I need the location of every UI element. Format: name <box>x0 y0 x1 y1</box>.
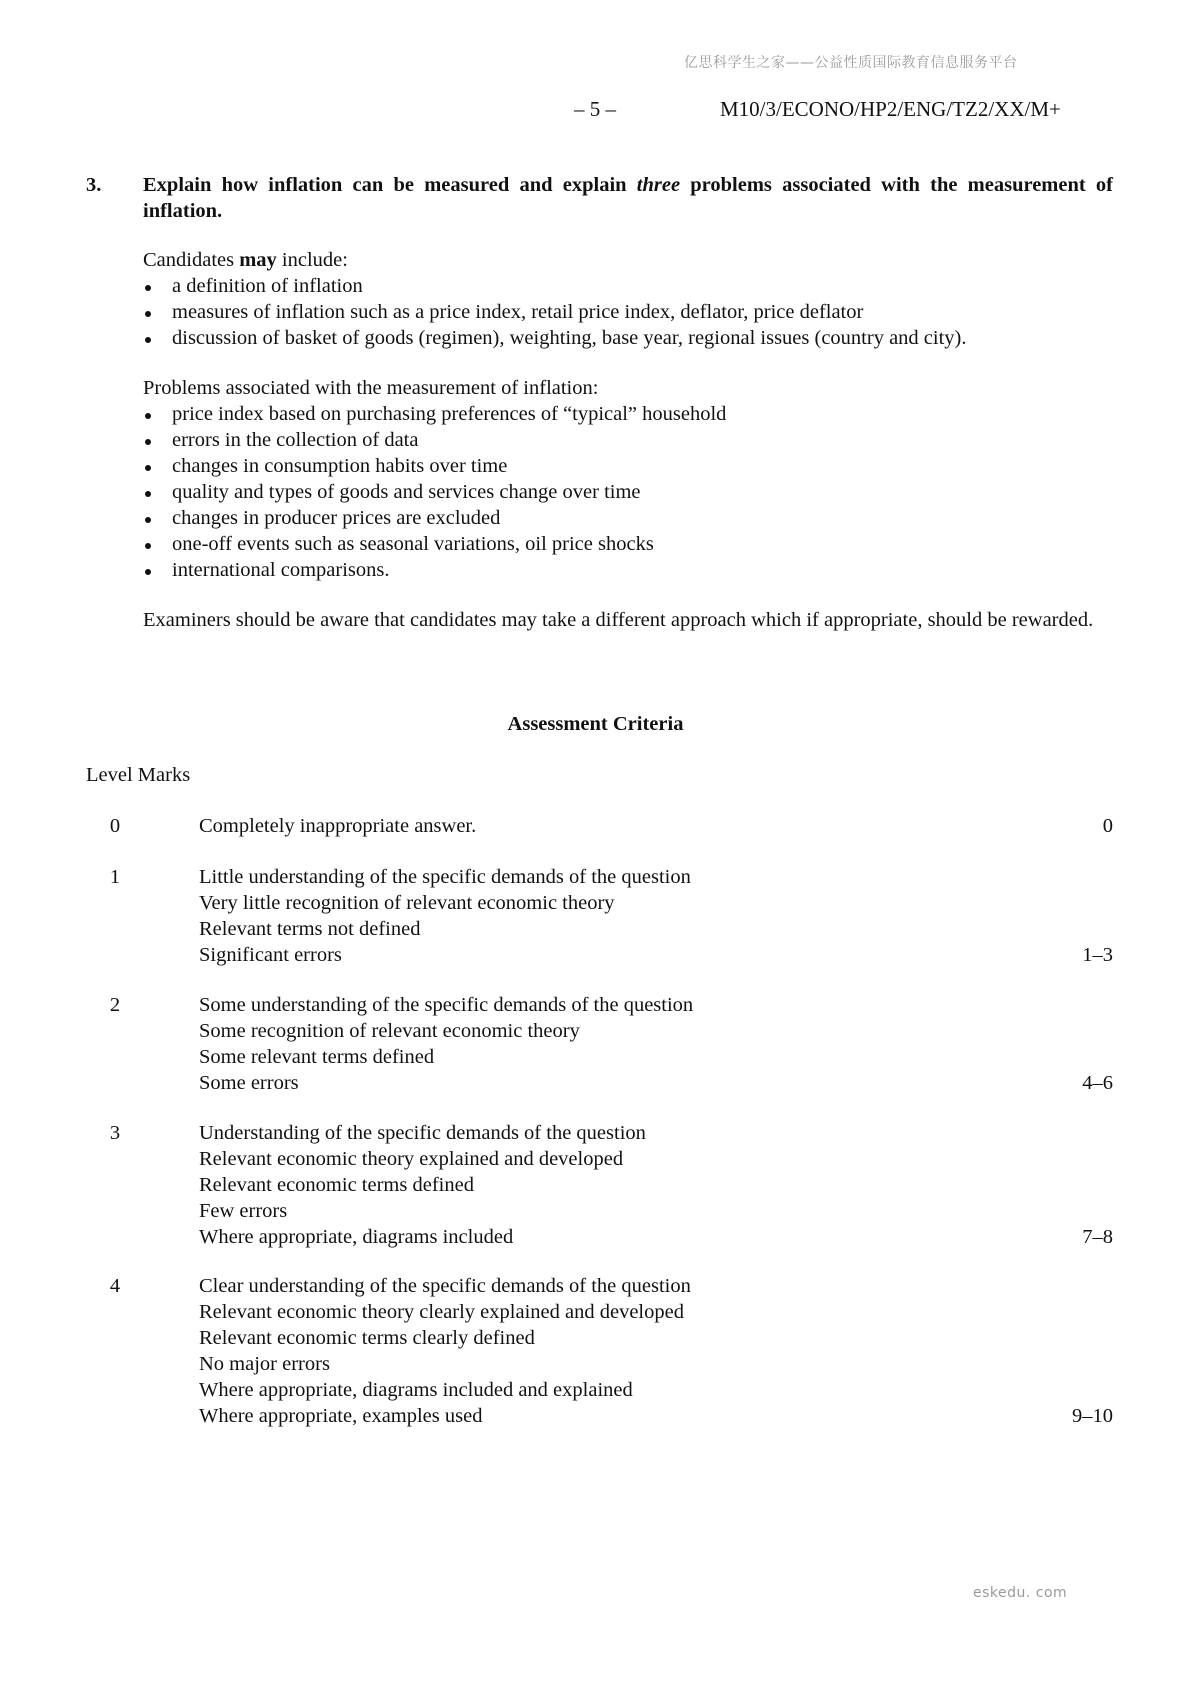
candidates-list <box>143 273 1113 351</box>
assessment-title: Assessment Criteria <box>507 713 684 735</box>
level-descriptor-line: Little understanding of the specific demands of the question <box>199 866 691 888</box>
level-number: 1 <box>109 866 121 888</box>
list-item: quality and types of goods and services change over time <box>143 479 1113 505</box>
level-descriptor-line: Where appropriate, diagrams included <box>199 1226 514 1248</box>
list-item: discussion of basket of goods (regimen), weighting, base year, regional issues (country and city). <box>143 325 1113 351</box>
level-descriptor-line: Understanding of the specific demands of the question <box>199 1122 646 1144</box>
document-reference: M10/3/ECONO/HP2/ENG/TZ2/XX/M+ <box>720 97 1061 121</box>
level-marks: 0 <box>1102 815 1113 837</box>
level-number: 3 <box>109 1122 121 1144</box>
list-item: errors in the collection of data <box>143 427 1113 453</box>
level-descriptor-line: Relevant economic terms clearly defined <box>199 1327 535 1349</box>
candidates-intro-end: include: <box>276 249 348 271</box>
level-descriptor-line: Very little recognition of relevant economic theory <box>199 892 615 914</box>
level-descriptor-line: Where appropriate, examples used <box>199 1405 483 1427</box>
level-descriptor-line: Relevant economic theory explained and developed <box>199 1148 624 1170</box>
level-descriptor-line: Significant errors <box>199 944 342 966</box>
list-item: international comparisons. <box>143 557 1113 583</box>
problems-list <box>143 401 1113 583</box>
watermark-bottom: eskedu. com <box>973 1585 1068 1601</box>
level-descriptor-line: Few errors <box>199 1200 288 1222</box>
question-text <box>143 172 1113 224</box>
candidates-intro-start: Candidates <box>143 249 240 271</box>
level-descriptors <box>199 992 979 1096</box>
candidates-section <box>143 247 1113 351</box>
question-text-start: Explain how inflation can be measured and explain <box>143 174 637 196</box>
level-descriptors <box>199 1120 979 1250</box>
level-marks: 7–8 <box>1082 1226 1113 1248</box>
candidates-intro-bold: may <box>239 249 277 271</box>
level-marks-header: Level Marks <box>86 764 191 786</box>
level-descriptors <box>199 813 979 839</box>
examiners-note: Examiners should be aware that candidates may take a different approach which if appropriate, should be rewarded. <box>143 609 1094 631</box>
level-descriptor-line: Some understanding of the specific demands of the question <box>199 994 694 1016</box>
level-number: 4 <box>109 1275 121 1297</box>
level-descriptor-line: Some errors <box>199 1072 299 1094</box>
level-descriptor-line: Relevant economic theory clearly explained and developed <box>199 1301 684 1323</box>
level-descriptor-line: Some relevant terms defined <box>199 1046 435 1068</box>
question-number: 3. <box>86 174 102 196</box>
list-item: one-off events such as seasonal variations, oil price shocks <box>143 531 1113 557</box>
level-descriptor-line: Clear understanding of the specific demands of the question <box>199 1275 691 1297</box>
level-marks: 9–10 <box>1072 1405 1113 1427</box>
level-descriptor-line: Where appropriate, diagrams included and explained <box>199 1379 633 1401</box>
list-item: price index based on purchasing preferences of “typical” household <box>143 401 1113 427</box>
level-descriptor-line: No major errors <box>199 1353 330 1375</box>
page-number: – 5 – <box>574 97 616 121</box>
list-item: changes in producer prices are excluded <box>143 505 1113 531</box>
list-item: measures of inflation such as a price index, retail price index, deflator, price deflator <box>143 299 1113 325</box>
candidates-intro <box>143 247 1113 273</box>
level-descriptors <box>199 864 979 968</box>
level-descriptor-line: Relevant terms not defined <box>199 918 421 940</box>
problems-section <box>143 375 1113 583</box>
level-number: 2 <box>109 994 121 1016</box>
level-descriptors <box>199 1273 979 1429</box>
question-text-emphasis: three <box>636 174 681 196</box>
watermark-top: 亿思科学生之家——公益性质国际教育信息服务平台 <box>684 55 1018 71</box>
level-number: 0 <box>109 815 121 837</box>
level-marks: 1–3 <box>1082 944 1113 966</box>
level-marks: 4–6 <box>1082 1072 1113 1094</box>
problems-intro: Problems associated with the measurement of inflation: <box>143 377 599 399</box>
level-descriptor-line: Completely inappropriate answer. <box>199 815 477 837</box>
level-descriptor-line: Some recognition of relevant economic theory <box>199 1020 580 1042</box>
level-descriptor-line: Relevant economic terms defined <box>199 1174 474 1196</box>
list-item: changes in consumption habits over time <box>143 453 1113 479</box>
question-text-end: problems associated with the measurement of inflation. <box>143 174 1113 222</box>
list-item: a definition of inflation <box>143 273 1113 299</box>
